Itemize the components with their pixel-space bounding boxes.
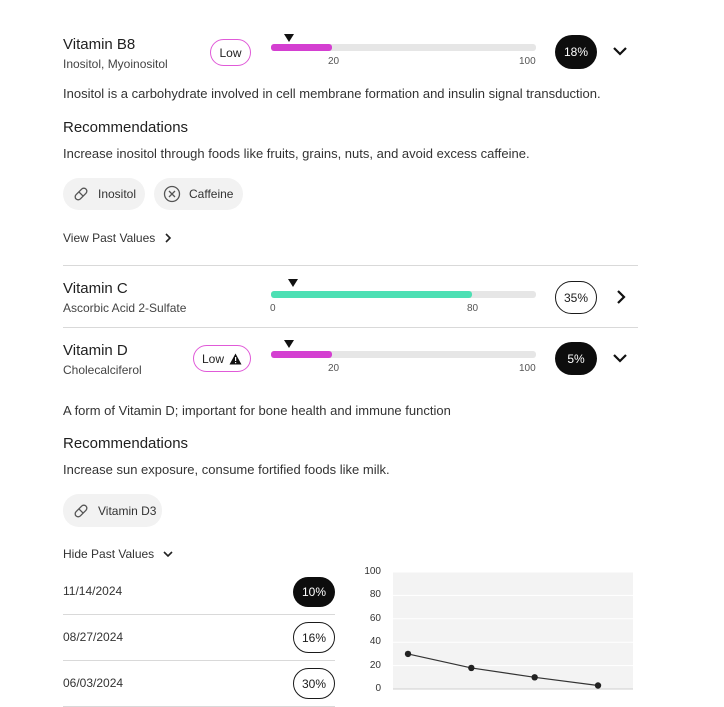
chip-label: Inositol [98, 187, 137, 201]
level-fill [271, 291, 472, 298]
percent-badge [555, 35, 597, 69]
reference-marker [284, 340, 294, 348]
link-label: View Past Values [63, 231, 156, 245]
vitamin-d-name: Vitamin D [63, 342, 128, 359]
percent-value: 5% [567, 351, 585, 366]
percent-badge [555, 281, 597, 314]
history-date: 11/14/2024 [63, 584, 123, 598]
chevron-down-icon [162, 549, 174, 559]
status-badge-low [193, 345, 251, 372]
status-badge-label: Low [201, 351, 224, 366]
history-chart [355, 565, 640, 707]
history-value-badge [293, 622, 335, 653]
divider [63, 660, 335, 661]
vitamin-b8-description: Inositol is a carbohydrate involved in cell membrane formation and insulin signal transduction. [63, 86, 601, 101]
reference-marker [284, 34, 294, 42]
percent-badge [555, 342, 597, 375]
data-point [468, 665, 474, 671]
reference-marker [288, 279, 298, 287]
scale-high-label: 100 [519, 56, 536, 67]
recommendations-title: Recommendations [63, 119, 189, 136]
history-value: 16% [301, 630, 327, 645]
chip-label: Caffeine [189, 187, 234, 201]
level-fill [271, 351, 332, 358]
vitamin-b8-name: Vitamin B8 [63, 36, 136, 53]
vitamin-d-subtitle: Cholecalciferol [63, 363, 142, 377]
recommendation-text: Increase sun exposure, consume fortified foods like milk. [63, 462, 390, 477]
history-value-badge [293, 668, 335, 699]
y-tick-label: 100 [364, 566, 381, 577]
scale-high-label: 80 [467, 303, 479, 314]
status-badge-low [210, 39, 251, 66]
scale-high-label: 100 [519, 363, 536, 374]
status-badge-label: Low [219, 45, 242, 60]
scale-low-label: 0 [270, 303, 276, 314]
history-value-badge [293, 577, 335, 607]
chevron-right-icon[interactable] [615, 289, 627, 310]
chart-plot [393, 565, 635, 707]
vitamin-b8-subtitle: Inositol, Myoinositol [63, 57, 168, 71]
history-value: 30% [301, 676, 327, 691]
hide-past-values-link[interactable] [63, 547, 174, 561]
scale-low-label: 20 [328, 56, 340, 67]
y-tick-label: 20 [369, 659, 381, 671]
chip-caffeine[interactable] [154, 178, 243, 210]
y-tick-label: 0 [375, 683, 381, 694]
vitamin-c-name: Vitamin C [63, 280, 128, 297]
y-tick-label: 40 [369, 636, 381, 648]
recommendation-text: Increase inositol through foods like fruits, grains, nuts, and avoid excess caffeine. [63, 146, 530, 161]
divider [63, 614, 335, 615]
history-date: 06/03/2024 [63, 676, 124, 690]
pill-icon [72, 502, 90, 520]
vitamin-d-description: A form of Vitamin D; important for bone health and immune function [63, 403, 451, 418]
view-past-values-link[interactable] [63, 231, 173, 245]
history-value: 10% [301, 585, 327, 599]
data-point [595, 682, 601, 688]
data-point [531, 674, 537, 680]
chip-vitamin-d3[interactable] [63, 494, 162, 527]
avoid-icon [163, 185, 181, 203]
percent-value: 35% [563, 290, 589, 305]
pill-icon [72, 185, 90, 203]
chip-label: Vitamin D3 [98, 503, 157, 518]
divider [63, 327, 638, 328]
chevron-down-icon[interactable] [612, 44, 628, 62]
chip-inositol[interactable] [63, 178, 145, 210]
link-label: Hide Past Values [63, 547, 155, 561]
y-tick-label: 80 [369, 589, 381, 601]
chevron-right-icon [163, 232, 173, 244]
percent-value: 18% [563, 45, 589, 59]
recommendations-title: Recommendations [63, 435, 189, 452]
history-date: 08/27/2024 [63, 630, 124, 644]
data-point [405, 651, 411, 657]
y-tick-label: 60 [369, 612, 381, 624]
divider [63, 265, 638, 266]
chevron-down-icon[interactable] [612, 351, 628, 369]
chart-background [393, 572, 633, 689]
vitamin-c-subtitle: Ascorbic Acid 2-Sulfate [63, 301, 187, 315]
level-fill [271, 44, 332, 51]
scale-low-label: 20 [328, 363, 340, 374]
warning-icon [229, 353, 242, 365]
